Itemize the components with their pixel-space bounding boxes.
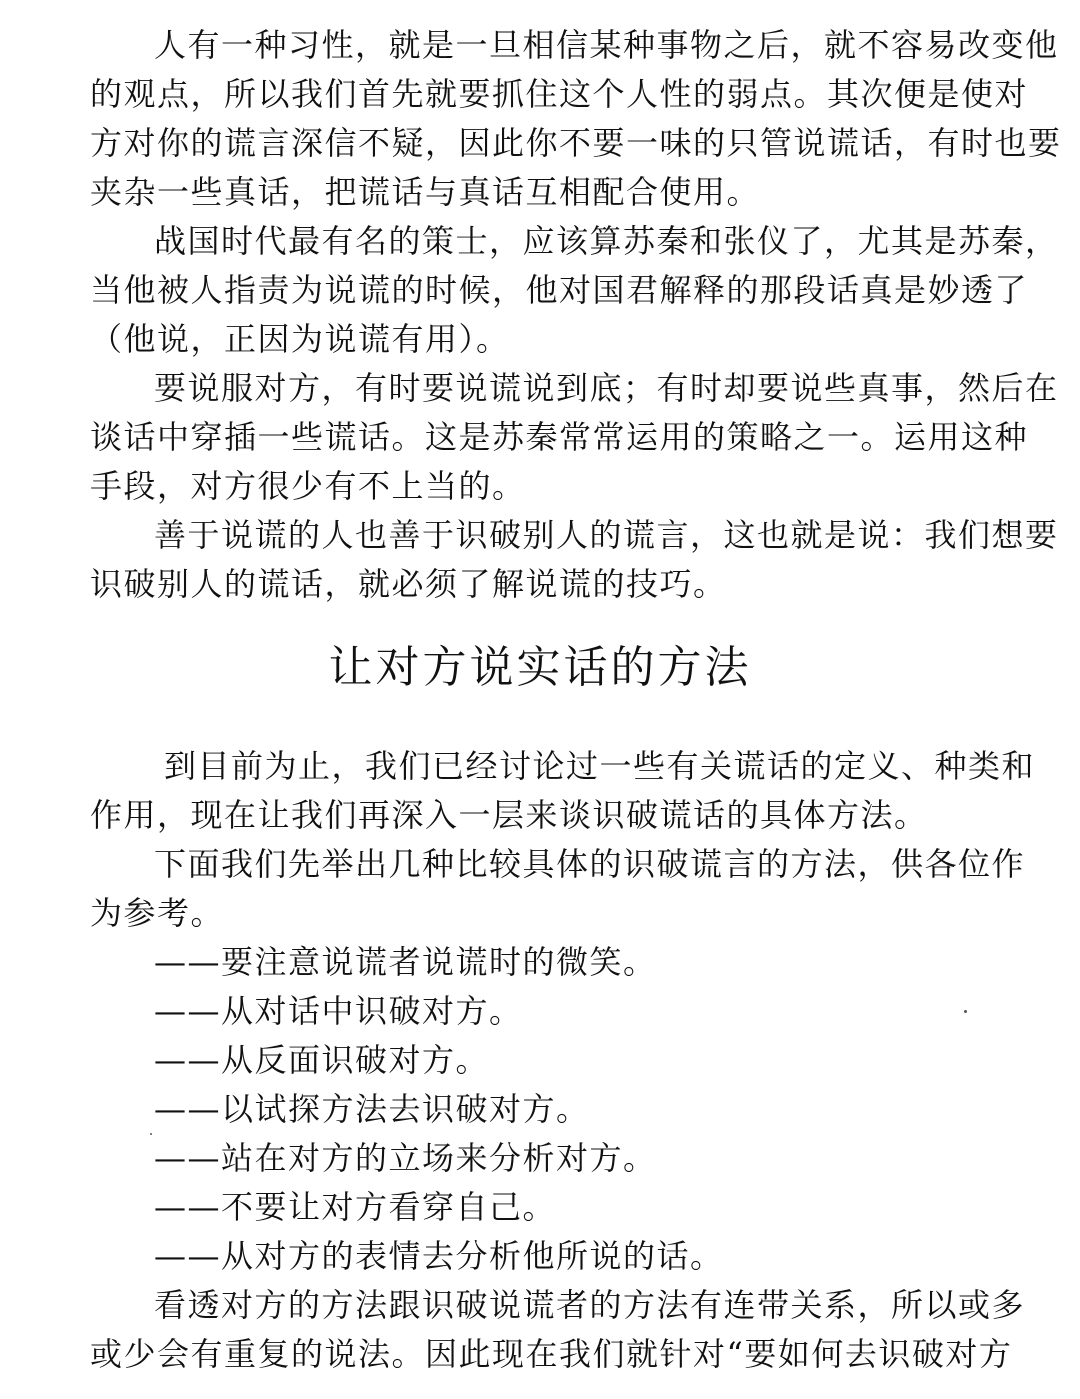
method-list-item: ——从反面识破对方。	[154, 1041, 490, 1079]
paragraph-line: 或少会有重复的说法。因此现在我们就针对“要如何去识破对方	[90, 1335, 1013, 1373]
paragraph-line: 手段，对方很少有不上当的。	[90, 467, 526, 505]
section-heading: 让对方说实话的方法	[328, 642, 752, 693]
method-list-item: ——从对话中识破对方。	[154, 992, 523, 1030]
method-list-item: ——从对方的表情去分析他所说的话。	[154, 1237, 724, 1275]
paragraph-line: 谈话中穿插一些谎话。这是苏秦常常运用的策略之一。运用这种	[90, 418, 1029, 456]
paragraph-line: （他说，正因为说谎有用）。	[90, 320, 510, 358]
method-list-item: ——以试探方法去识破对方。	[154, 1090, 590, 1128]
paragraph-line: 的观点，所以我们首先就要抓住这个人性的弱点。其次便是使对	[90, 75, 1029, 113]
paragraph-line: 为参考。	[90, 894, 225, 932]
paragraph-line: 识破别人的谎话，就必须了解说谎的技巧。	[90, 565, 727, 603]
paragraph-line: 战国时代最有名的策士，应该算苏秦和张仪了，尤其是苏秦，	[154, 222, 1059, 260]
method-list-item: ——不要让对方看穿自己。	[154, 1188, 557, 1226]
method-list-item: ——要注意说谎者说谎时的微笑。	[154, 943, 657, 981]
scan-speck	[964, 1010, 967, 1013]
paragraph-line: 看透对方的方法跟识破说谎者的方法有连带关系，所以或多	[154, 1286, 1026, 1324]
scan-speck	[150, 1133, 152, 1135]
paragraph-line: 夹杂一些真话，把谎话与真话互相配合使用。	[90, 173, 761, 211]
paragraph-line: 到目前为止，我们已经讨论过一些有关谎话的定义、种类和	[164, 747, 1036, 785]
paragraph-line: 要说服对方，有时要说谎说到底；有时却要说些真事，然后在	[154, 369, 1059, 407]
paragraph-line: 方对你的谎言深信不疑，因此你不要一味的只管说谎话，有时也要	[90, 124, 1062, 162]
method-list-item: ——站在对方的立场来分析对方。	[154, 1139, 657, 1177]
paragraph-line: 善于说谎的人也善于识破别人的谎言，这也就是说：我们想要	[154, 516, 1059, 554]
paragraph-line: 当他被人指责为说谎的时候，他对国君解释的那段话真是妙透了	[90, 271, 1029, 309]
paragraph-line: 人有一种习性，就是一旦相信某种事物之后，就不容易改变他	[154, 26, 1059, 64]
paragraph-line: 作用，现在让我们再深入一层来谈识破谎话的具体方法。	[90, 796, 928, 834]
paragraph-line: 下面我们先举出几种比较具体的识破谎言的方法，供各位作	[154, 845, 1026, 883]
